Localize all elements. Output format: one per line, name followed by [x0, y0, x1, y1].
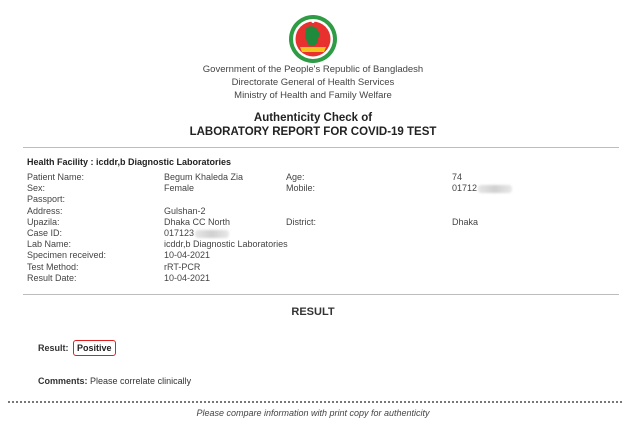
government-seal-icon [288, 14, 338, 64]
mobile-label: Mobile: [286, 183, 316, 194]
lab-name-label: Lab Name: [27, 239, 72, 250]
health-facility-label: Health Facility : icddr,b Diagnostic Laboratories [27, 157, 232, 167]
district-value: Dhaka [452, 216, 479, 227]
comments-line [38, 376, 191, 386]
report-title-line2: LABORATORY REPORT FOR COVID-19 TEST [189, 126, 437, 138]
sex-value: Female [164, 183, 195, 194]
case-id-value [164, 228, 229, 239]
redacted-blur [478, 185, 512, 193]
ministry-name: Ministry of Health and Family Welfare [234, 90, 392, 101]
test-method-value: rRT-PCR [164, 261, 201, 272]
result-label: Result: [38, 343, 69, 353]
district-label: District: [286, 216, 316, 227]
result-heading: RESULT [291, 306, 335, 318]
mobile-value [452, 183, 512, 194]
report-title-line1: Authenticity Check of [253, 112, 373, 124]
header-divider [23, 147, 619, 148]
address-value: Gulshan-2 [164, 205, 206, 216]
case-id-visible-digits: 017123 [164, 227, 195, 238]
upazila-label: Upazila: [27, 216, 60, 227]
lab-name-value: icddr,b Diagnostic Laboratories [164, 239, 288, 250]
patient-name-label: Patient Name: [27, 172, 85, 182]
result-value: Positive [73, 340, 116, 356]
result-date-label: Result Date: [27, 272, 77, 283]
comments-label: Comments: [38, 376, 88, 386]
result-line [38, 340, 116, 356]
upazila-value: Dhaka CC North [164, 216, 231, 227]
comments-text: Please correlate clinically [90, 376, 192, 386]
specimen-label: Specimen received: [27, 250, 107, 261]
patient-name-value: Begum Khaleda Zia [164, 172, 244, 182]
redacted-blur [195, 230, 229, 238]
directorate-name: Directorate General of Health Services [231, 77, 395, 88]
mobile-visible-digits: 01712 [452, 183, 478, 194]
address-label: Address: [27, 205, 63, 216]
test-method-label: Test Method: [27, 261, 79, 272]
dotted-divider [8, 401, 622, 403]
age-value: 74 [452, 172, 463, 182]
age-label: Age: [286, 172, 305, 182]
footer-note: Please compare information with print copy for authenticity [196, 408, 430, 418]
case-id-label: Case ID: [27, 227, 63, 238]
sex-label: Sex: [27, 183, 46, 194]
specimen-date: 10-04-2021 [164, 250, 211, 261]
passport-label: Passport: [27, 194, 66, 205]
result-divider [23, 294, 619, 295]
result-date-value: 10-04-2021 [164, 272, 211, 283]
government-name: Government of the People's Republic of Bangladesh [202, 64, 424, 75]
